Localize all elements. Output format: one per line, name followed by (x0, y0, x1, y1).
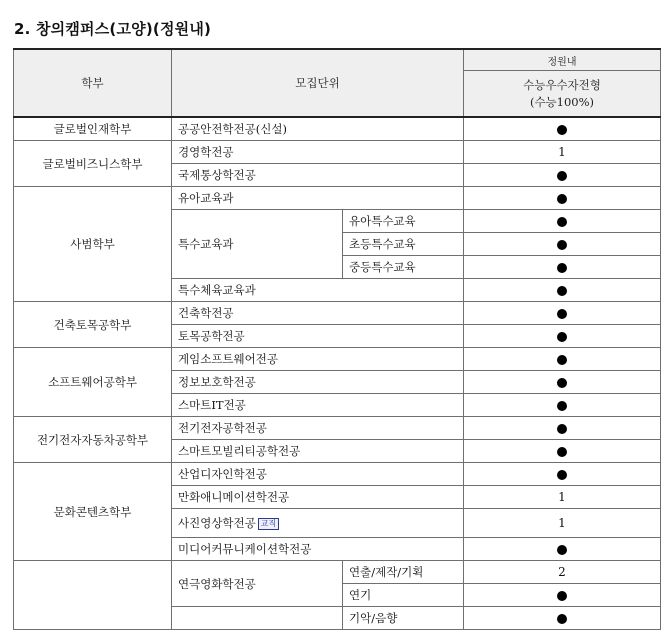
unit-cell: 건축학전공 (172, 302, 464, 325)
department-cell: 전기전자자동차공학부 (14, 417, 172, 463)
value-cell (464, 233, 661, 256)
filled-circle-icon (557, 125, 567, 135)
value-cell (464, 509, 661, 538)
filled-circle-icon (557, 591, 567, 601)
unit-cell: 국제통상학전공 (172, 164, 464, 187)
value-cell (464, 187, 661, 210)
department-cell (14, 561, 172, 630)
value-cell (464, 164, 661, 187)
value-cell (464, 256, 661, 279)
unit-cell: 스마트IT전공 (172, 394, 464, 417)
value-number: 1 (558, 516, 566, 530)
subunit-cell: 초등특수교육 (343, 233, 464, 256)
filled-circle-icon (557, 286, 567, 296)
unit-cell: 만화애니메이션학전공 (172, 486, 464, 509)
unit-cell: 미디어커뮤니케이션학전공 (172, 538, 464, 561)
subunit-cell: 연기 (343, 584, 464, 607)
filled-circle-icon (557, 545, 567, 555)
table-row (14, 561, 661, 584)
value-cell (464, 486, 661, 509)
filled-circle-icon (557, 240, 567, 250)
value-cell (464, 371, 661, 394)
filled-circle-icon (557, 217, 567, 227)
unit-cell: 스마트모빌리티공학전공 (172, 440, 464, 463)
department-cell: 사범학부 (14, 187, 172, 302)
filled-circle-icon (557, 447, 567, 457)
subunit-cell: 기악/음향 (343, 607, 464, 630)
unit-cell: 정보보호학전공 (172, 371, 464, 394)
table-row (14, 463, 661, 486)
filled-circle-icon (557, 355, 567, 365)
table-row (14, 348, 661, 371)
header-track-name: 수능우수자전형 (523, 77, 601, 92)
table-row (14, 302, 661, 325)
filled-circle-icon (557, 614, 567, 624)
header-department: 학부 (14, 49, 172, 117)
filled-circle-icon (557, 263, 567, 273)
department-cell: 글로벌인재학부 (14, 117, 172, 141)
subunit-cell: 유아특수교육 (343, 210, 464, 233)
unit-cell: 게임소프트웨어전공 (172, 348, 464, 371)
table-row (14, 141, 661, 164)
filled-circle-icon (557, 171, 567, 181)
value-cell (464, 607, 661, 630)
filled-circle-icon (557, 332, 567, 342)
unit-cell: 토목공학전공 (172, 325, 464, 348)
header-track-method: (수능100%) (529, 94, 595, 109)
value-cell (464, 302, 661, 325)
department-cell: 문화콘텐츠학부 (14, 463, 172, 561)
value-cell (464, 141, 661, 164)
value-cell (464, 440, 661, 463)
unit-cell (172, 509, 464, 538)
value-cell (464, 584, 661, 607)
subunit-cell: 중등특수교육 (343, 256, 464, 279)
teaching-tag: 교직 (258, 518, 279, 530)
page-title: 2. 창의캠퍼스(고양)(정원내) (14, 20, 212, 38)
value-cell (464, 538, 661, 561)
value-cell (464, 417, 661, 440)
filled-circle-icon (557, 378, 567, 388)
header-quota: 정원내 (464, 49, 661, 71)
filled-circle-icon (557, 470, 567, 480)
filled-circle-icon (557, 401, 567, 411)
value-cell (464, 325, 661, 348)
value-cell (464, 463, 661, 486)
value-cell (464, 394, 661, 417)
filled-circle-icon (557, 309, 567, 319)
value-cell (464, 348, 661, 371)
value-number: 1 (558, 145, 566, 159)
filled-circle-icon (557, 424, 567, 434)
header-track (464, 71, 661, 118)
subunit-cell: 연출/제작/기획 (343, 561, 464, 584)
value-number: 1 (558, 490, 566, 504)
unit-cell: 유아교육과 (172, 187, 464, 210)
unit-cell: 공공안전학전공(신설) (172, 117, 464, 141)
quota-table (13, 48, 661, 630)
filled-circle-icon (557, 194, 567, 204)
unit-cell (172, 607, 343, 630)
table-row (14, 187, 661, 210)
value-cell (464, 279, 661, 302)
unit-label: 사진영상학전공 (178, 516, 256, 530)
table-row (14, 417, 661, 440)
department-cell: 글로벌비즈니스학부 (14, 141, 172, 187)
unit-cell: 산업디자인학전공 (172, 463, 464, 486)
unit-cell: 전기전자공학전공 (172, 417, 464, 440)
unit-cell: 특수체육교육과 (172, 279, 464, 302)
header-row (14, 49, 661, 71)
unit-cell: 경영학전공 (172, 141, 464, 164)
unit-cell: 연극영화학전공 (172, 561, 343, 607)
department-cell: 소프트웨어공학부 (14, 348, 172, 417)
value-cell (464, 561, 661, 584)
value-cell (464, 117, 661, 141)
value-number: 2 (558, 565, 566, 579)
table-row (14, 117, 661, 141)
value-cell (464, 210, 661, 233)
department-cell: 건축토목공학부 (14, 302, 172, 348)
header-unit: 모집단위 (172, 49, 464, 117)
unit-cell: 특수교육과 (172, 210, 343, 279)
